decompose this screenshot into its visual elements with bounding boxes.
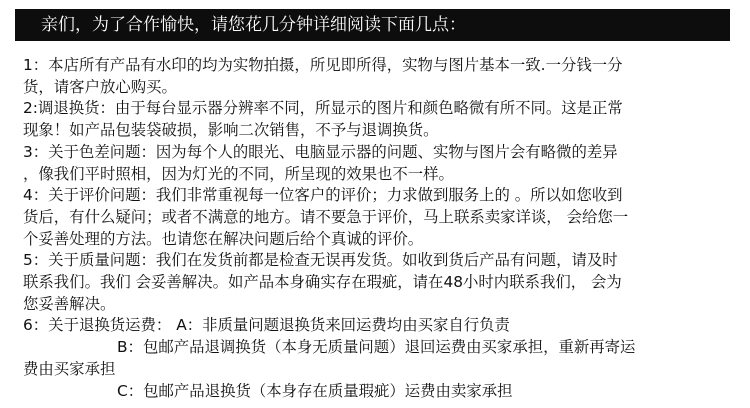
notice-line: 您妥善解决。 xyxy=(23,294,116,313)
notice-line: 现象！如产品包装袋破损，影响二次销售，不予与退调换货。 xyxy=(23,121,439,140)
notice-line: 1：本店所有产品有水印的均为实物拍摄，所见即所得，实物与图片基本一致.一分钱一分 xyxy=(23,56,623,74)
notice-body xyxy=(23,55,728,402)
notice-line: ，像我们平时照相，因为灯光的不同，所呈现的效果也不一样。 xyxy=(23,164,454,183)
notice-line: 联系我们。我们 会妥善解决。如产品本身确实存在瑕疵，请在48小时内联系我们， 会为 xyxy=(23,273,622,292)
notice-item-quality-photos xyxy=(23,55,728,98)
notice-item-return-shipping xyxy=(23,315,728,402)
return-option-b: B：包邮产品退调换货（本身无质量问题）退回运费由买家承担，重新再寄运 xyxy=(117,338,636,357)
return-shipping-heading: 6：关于退换货运费： A：非质量问题退换货来回运费均由买家自行负责 xyxy=(23,316,510,335)
return-option-b-continued: 费由买家承担 xyxy=(23,359,116,378)
notice-line: 4：关于评价问题：我们非常重视每一位客户的评价；力求做到服务上的 。所以如您收到 xyxy=(23,186,623,205)
notice-item-quality-issues xyxy=(23,250,728,315)
notice-item-reviews xyxy=(23,185,728,250)
notice-line: 3：关于色差问题：因为每个人的眼光、电脑显示器的问题、实物与图片会有略微的差异 xyxy=(23,142,618,161)
notice-header xyxy=(15,9,730,41)
notice-line: 货，请客户放心购买。 xyxy=(23,77,177,96)
notice-line: 2:调退换货：由于每台显示器分辨率不同，所显示的图片和颜色略微有所不同。这是正常 xyxy=(23,99,623,118)
notice-line: 5：关于质量问题：我们在发货前都是检查无误再发货。如收到货后产品有问题，请及时 xyxy=(23,251,618,270)
notice-line: 货后，有什么疑问；或者不满意的地方。请不要急于评价，马上联系卖家详谈， 会给您一 xyxy=(23,207,629,226)
notice-header-title: 亲们，为了合作愉快，请您花几分钟详细阅读下面几点： xyxy=(41,15,466,35)
notice-item-color-difference xyxy=(23,142,728,185)
notice-item-exchange xyxy=(23,98,728,141)
notice-line: 个妥善处理的方法。也请您在解决问题后给个真诚的评价。 xyxy=(23,229,424,248)
return-option-c: C：包邮产品退换货（本身存在质量瑕疵）运费由卖家承担 xyxy=(117,381,513,400)
